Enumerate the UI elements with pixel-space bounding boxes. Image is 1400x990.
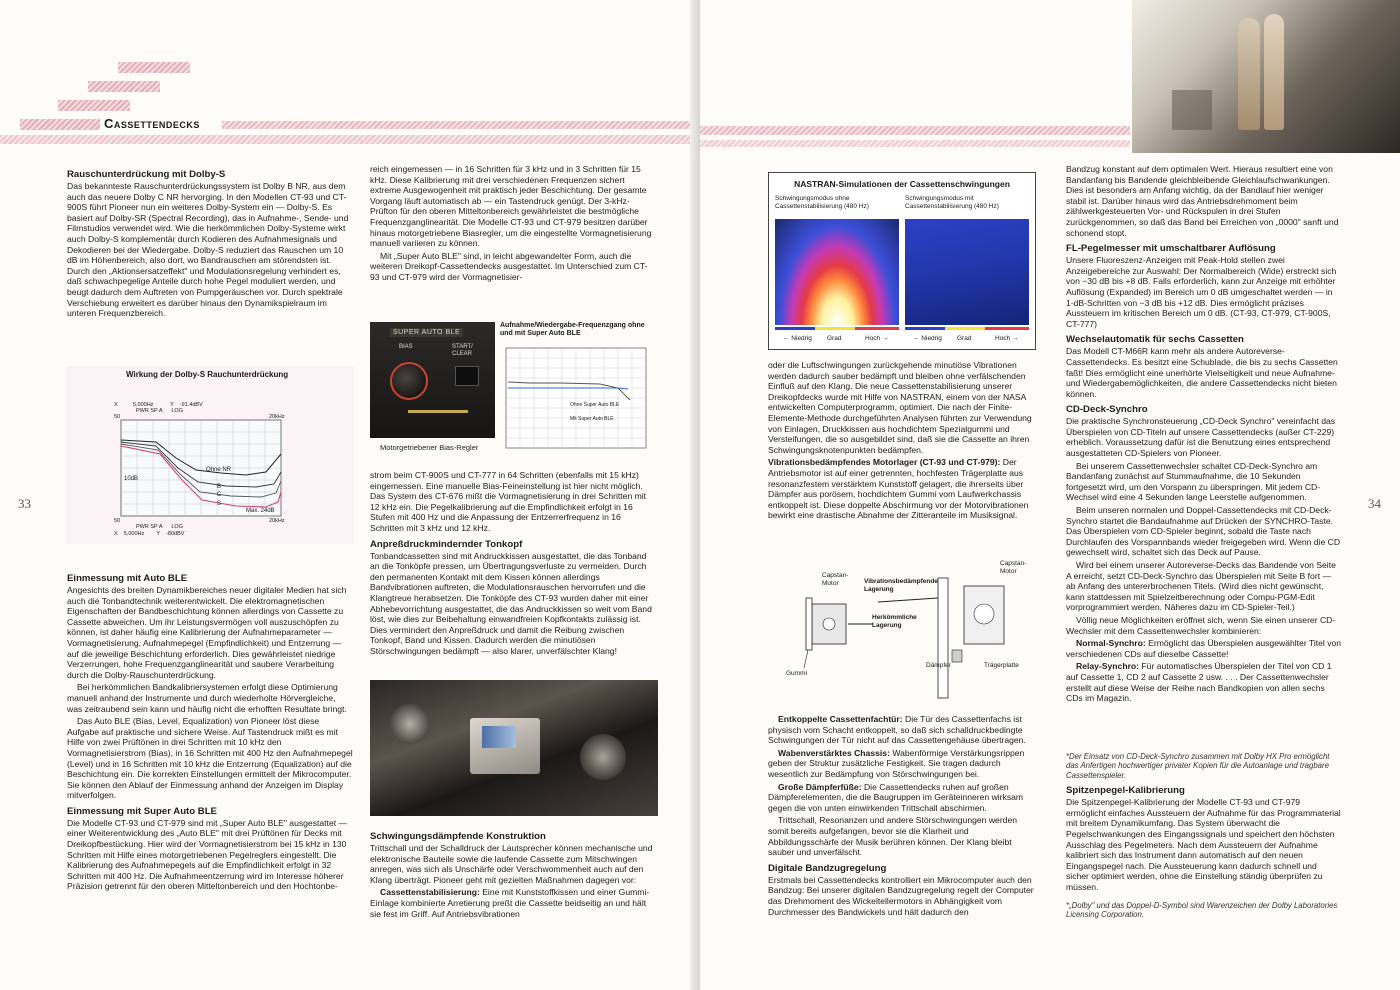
label-traegerplatte: Trägerplatte: [984, 662, 1019, 669]
dolby-label-c: C: [217, 492, 222, 498]
dolby-chart: [66, 366, 354, 544]
traegerplatte: [938, 578, 948, 698]
legend-high-2: [985, 327, 1029, 330]
bold-relay-synchro: Relay-Synchro:: [1076, 661, 1140, 672]
figure-2: [1264, 14, 1284, 130]
right-col1-top: [768, 360, 1038, 558]
text-super-auto-ble: Die Modelle CT-93 und CT-979 sind mit „Super Auto BLE" ausgestattet — einer Weiterentwicklung des „Auto BLE" mit drei Prüftönen für Decks mit Dreikopfbestückung. Hier wird der Vormagnetisierstrom bei 15 kHz in 130 Schritten mit Hilfe eines motorgetriebenen Pegelreglers eingestellt. Die Kalibrierung des Aufnahmepegels auf die Empfindlichkeit erfolgt in 32 Schritten mit 400 Hz. Die Aufnahmeentzerrung wird im Interesse höherer Präzision getrennt für den oberen Mitteltonbereich und den Hochtonbe-: [67, 817, 348, 892]
tape-head-photo: [370, 680, 658, 816]
text-cd-synchro-2: Bei unserem Cassettenwechsler schaltet CD-Deck-Synchro am Bandanfang zunächst auf Stummaufnahme, die 10 Sekunden fortgesetzt wird, um den Vorspann zu überspringen. Mit jedem CD-Wechsel wird eine 4 Sekunden lange Leerstelle aufgenommen.: [1066, 460, 1321, 503]
text-r1-p3: [768, 714, 1038, 746]
super-auto-ble-panel: [370, 322, 495, 438]
text-spitzenpegel: Die Spitzenpegel-Kalibrierung der Modelle CT-93 und CT-979 ermöglicht einfaches Aussteuern der Aufnahme für das Programmaterial mit breitem Dynamikumfang. Das System überwacht die Pegelschwankungen des Eingangssignals und speichert den höchsten Ausschlag des Pegelmeters. Nach dem Aussteuern der Aufnahme kalibriert sich das Instrument dann automatisch auf den neuen Eingangspegel nach. Die Aussteuerung kann dadurch schnell und sicher optimiert werden, ohne die Einstellung ständig überprüfen zu müssen.: [1066, 797, 1341, 892]
nastran-right-image: [905, 219, 1029, 325]
freq-chart-title: Aufnahme/Wiedergabe-Frequenzgang ohne und mit Super Auto BLE: [500, 322, 645, 337]
page-number-right: 34: [1368, 496, 1381, 511]
bold-cassettenfachtuer: Entkoppelte Cassettenfachtür:: [778, 714, 903, 724]
label-capstan-right: Capstan- Motor: [1000, 560, 1027, 575]
text-r1-p1: oder die Luftschwingungen zurückgehende minutiöse Vibrationen werden dadurch sauber bedämpft und bleiben ohne verfälschenden Einfluß auf den Klang. Die neue Cassettenstabilisierung unserer Dreikopfdecks wurde mit Hilfe von NASTRAN, einem von der NASA entwickelten Computerprogramm, optimiert. Die nach der Finite-Elemente-Methode durchgeführten Analysen führten zur Verwendung von Einlagen, Druckkissen aus hochdichtem Spezialgummi und Versteifungen, die so ausgebildet sind, daß sie die Cassette an ihren Schwingungsknotenpunkten bedämpfen.: [768, 360, 1032, 455]
header-hatch-4: [20, 119, 100, 130]
nastran-right-caption: Schwingungsmodus mit Cassettenstabilisierung (480 Hz): [905, 195, 999, 210]
label-herk-lagerung: Herkömmliche Lagerung: [872, 614, 917, 629]
left-col1-top: [67, 164, 353, 358]
text-cd-synchro-5: Völlig neue Möglichkeiten eröffnet sich, wenn Sie einen unserer CD-Wechsler mit dem Cassettenwechsler kombinieren:: [1066, 614, 1336, 636]
figure-1: [1238, 18, 1260, 130]
left-col2-top: [370, 164, 656, 304]
right-col2-bottom: [1066, 752, 1342, 978]
text-daempferfuesse: Die Cassettendecks ruhen auf großen Dämpferelementen, die die Baugruppen im Geräteinneren wirksam gegen die von unten einwirkenden Trittschall abschirmen.: [768, 781, 1024, 813]
text-cassettenfachtuer: Die Tür des Cassettenfachs ist physisch vom Schacht entkoppelt, so daß sich schalldruckbedingte Schwingungen der Tür nicht auf das Cassettengehäuse übertragen.: [768, 714, 1026, 746]
text-col2-p2: Mit „Super Auto BLE" sind, in leicht abgewandelter Form, auch die weiteren Dreikopf-Cassettendecks ausgestattet. Im Unterschied zum CT-93 und CT-979 wird der Vormagnetisier-: [370, 250, 648, 282]
legend-label-grad-2: Grad: [957, 335, 972, 342]
text-r1-p6: Trittschall, Resonanzen und andere Störschwingungen werden somit bereits aufgefangen, bevor sie die Klarheit und Abbildungsschärfe der Musik berühren können. Der Klang bleibt sauber und unverfälscht.: [768, 815, 1018, 858]
freq-label-ohne: Ohne Super Auto BLE: [570, 402, 620, 408]
motor-left-hub: [823, 618, 835, 630]
dolby-top-line1: X 5,000Hz Y -91.4dBV: [114, 402, 203, 408]
label-daempfer: Dämpfer: [926, 662, 951, 669]
left-col1-bottom: [67, 568, 353, 978]
ble-panel-caption: Motorgetriebener Bias-Regler: [380, 443, 479, 452]
motor-right-hub: [974, 604, 994, 624]
motor-mount-diagram: [768, 558, 1038, 708]
people-photo: [1132, 0, 1400, 153]
text-cd-synchro-4: Wird bei einem unserer Autoreverse-Decks das Bandende von Seite A erreicht, setzt CD-Deck-Synchro das Überspielen mit Seite B fort — ab Anfang des untererbrochenen Titels. (Wird dies nicht gewünscht, kann stattdessen mit Spielzeitberechnung oder Compu-PGM-Edit vorprogrammiert werden. Näheres dazu im CD-Spieler-Teil.): [1066, 560, 1336, 613]
dolby-label-10db: 10dB: [124, 476, 139, 482]
freq-label-mit: Mit Super Auto BLE: [570, 416, 614, 422]
label-capstan-left: Capstan- Motor: [822, 572, 849, 587]
dolby-chart-svg: [66, 366, 354, 544]
arrow-vib: [878, 598, 938, 602]
heading-bandzug: Digitale Bandzugregelung: [768, 862, 887, 874]
start-clear-label: START/ CLEAR: [452, 344, 473, 357]
heading-spitzenpegel: Spitzenpegel-Kalibrierung: [1066, 785, 1185, 797]
right-col1-bottom: [768, 714, 1038, 978]
right-col2: [1066, 164, 1342, 752]
text-schwingung-2: [370, 887, 656, 919]
right-header-hatch-2: [700, 140, 1130, 147]
text-cd-synchro-7: [1066, 661, 1342, 703]
section-title: Cassettendecks: [104, 116, 200, 131]
legend-low-2: [905, 327, 945, 330]
dolby-left-bottom: 50: [114, 518, 121, 524]
legend-label-high: Hoch →: [865, 335, 889, 342]
reel-right: [580, 734, 626, 780]
nastran-figure: [768, 172, 1036, 350]
bold-cassettenstab: Cassettenstabilisierung:: [380, 887, 480, 898]
right-header-hatch: [700, 126, 1130, 135]
right-page: [700, 0, 1400, 990]
text-dolby-s: Das bekannteste Rauschunterdrückungssystem ist Dolby B NR, aus dem auch das neuere Dolby C NR hervorging. In den Modellen CT-93 und CT-900S führt Pioneer nun ein weiteres Dolby-System ein — Dolby-S. Es basiert auf Dolby-SR (Spectral Recording), das in Aufnahme-, Sende- und Filmstudios verwendet wird. Wie die herkömmlichen Dolby-Systeme wirkt auch Dolby-S komplementär durch Kodieren des Aufnahmesignals und Dekodieren bei der Wiedergabe. Dolby-S reduziert das Rauschen um 10 dB im Höhenbereich, also dort, wo Bandrauschen am störendsten ist. Durch den „Aktionsersatzeffekt" und Modulationsregelung verhindert es, daß schwachpegelige Anteile durch hohe Pegel moduliert werden, und beugt dadurch dem Auftreten von Pumpgeräuschen vor. Durch spektrale Verschiebung erweitert es darüber hinaus den Dynamikspielraum im unteren Frequenzbereich.: [67, 181, 349, 319]
text-normal-synchro: Ermöglicht das Überspielen ausgewählter Titel von verschiedenen CDs auf dieselbe Cassette!: [1066, 638, 1342, 659]
text-auto-ble-2: Bei herkömmlichen Bandkalibriersystemen erfolgt diese Optimierung manuell anhand der Instrumente und durch wiederholte Hörvergleiche, was zeitraubend sein kann und häufig nicht die erhofften Resultate bringt.: [67, 682, 347, 714]
dolby-label-b: B: [217, 484, 222, 490]
legend-label-low: ← Niedrig: [783, 335, 812, 342]
text-col2-p1: reich eingemessen — in 16 Schritten für 3 kHz und in 3 Schritten für 15 kHz. Diese Kalibrierung mit drei verschiedenen Frequenzen sichert extreme Ausgewogenheit mit praktisch jeder Beschichtung. Der gesamte Vorgang läuft automatisch ab — ein Tastendruck genügt. Der 3-kHz-Prüfton für den oberen Mitteltonbereich gewährleistet die bestmögliche Frequenzganglinearität. Die Modelle CT-93 und CT-979 besitzen darüber hinaus motorgetriebene Biasregler, um die eingestellte Vormagnetisierung manuell variieren zu können.: [370, 164, 652, 249]
bold-daempferfuesse: Große Dämpferfüße:: [778, 781, 862, 792]
stairs-shade: [1172, 90, 1212, 130]
nastran-title: NASTRAN-Simulationen der Cassettenschwingungen: [794, 179, 1010, 189]
nastran-left-image: [775, 219, 899, 325]
text-schwingung-1: Trittschall und der Schalldruck der Lautsprecher können mechanische und elektronische Bauteile sowie die laufende Cassette zum Mitschwingen anregen, was sich als Unschärfe oder Verschwommenheit auch auf den Klang überträgt. Pioneer geht mit gezielten Maßnahmen dagegen vor:: [370, 843, 653, 885]
bold-motorlager: Vibrationsbedämpfendes Motorlager (CT-93 und CT-979):: [768, 457, 1001, 468]
start-clear-button[interactable]: [455, 366, 479, 386]
daempfer-block: [952, 650, 962, 662]
header-hatch-1: [118, 62, 190, 73]
freq-response-chart: [500, 322, 650, 452]
nastran-left-caption: Schwingungsmodus ohne Cassettenstabilisierung (480 Hz): [775, 195, 869, 210]
dolby-label-s: S: [217, 501, 222, 507]
head-blue-part: [482, 726, 516, 748]
header-hatch-3: [58, 100, 130, 111]
dolby-label-max: Max. 24dB: [246, 508, 275, 514]
bias-knob[interactable]: [390, 362, 428, 400]
text-r1-p4: [768, 748, 1038, 780]
legend-mid-2: [945, 327, 985, 330]
heading-schwingung: Schwingungsdämpfende Konstruktion: [370, 831, 546, 842]
dolby-left-top: 50: [114, 414, 121, 420]
legend-label-low-2: ← Niedrig: [913, 335, 942, 342]
text-bandzug: Erstmals bei Cassettendecks kontrolliert ein Mikrocomputer auch den Bandzug: Bei unserer digitalen Bandzugregelung regelt der Computer das Drehmoment des Wickeltellermotors in Abhängigkeit vom Durchmesser des Bandwickels und hält dadurch den: [768, 874, 1034, 917]
gummi-leader: [804, 650, 808, 668]
text-auto-ble-1: Angesichts des breiten Dynamikbereiches neuer digitaler Medien hat sich auch die Tonbandtechnik weiterentwickelt. Die elektromagnetischen Eigenschaften der Bandbeschichtung können allerdings von Cassette zu Cassette abweichen. Um ihr Leistungsvermögen voll auszuschöpfen zu können, ist daher häufig eine Kalibrierung der Aufnahmeparameter — Vormagnetisierung, Aufnahmepegel (Empfindlichkeit) und Entzerrung — auf die jeweilige Beschichtung erforderlich. Dies gewährleistet niedrige Verzerrungen, hohe Frequenzganglinearität und saubere Verarbeitung durch die Dolby-Rauschunterdrückung.: [67, 585, 347, 680]
bias-label: BIAS: [399, 344, 413, 350]
label-gummi: Gummi: [786, 670, 807, 677]
dolby-top-line2: PWR SP A LOG: [136, 408, 183, 414]
header-hatch-band: [222, 121, 700, 129]
text-tonkopf: Tonbandcassetten sind mit Andruckkissen ausgestattet, die das Tonband an die Tonköpfe pressen, um Übertragungsverluste zu vermeiden. Durch den permanenten Kontakt mit dem Kissen können allerdings Bandvibrationen auftreten, die Modulationsrauschen hervorrufen und die Klangtreue herabsetzen. Die Tonköpfe des CT-93 wurden daher mit einer Abhebevorrichtung ausgestattet, die das Andruckkissen so weit vom Band löst, wie dies zur Beibehaltung einwandfreien Kopfkontakts zulässig ist. Dies vermindert den Anpreßdruck und damit die Reibung zwischen Tonkopf, Band und Kissen. Dadurch werden die minutiösen Störschwingungen bedämpft — also klarer, unverfälschter Klang!: [370, 550, 652, 656]
dolby-right-top: 20kHz: [269, 414, 285, 420]
heading-wechselautomatik: Wechselautomatik für sechs Cassetten: [1066, 334, 1244, 346]
legend-label-high-2: Hoch →: [995, 335, 1019, 342]
heading-fl-pegel: FL-Pegelmesser mit umschaltbarer Auflösung: [1066, 243, 1276, 255]
heading-tonkopf: Anpreßdruckmindernder Tonkopf: [370, 538, 523, 550]
dolby-right-bottom: 20kHz: [269, 518, 285, 524]
dolby-bottom-line1: PWR SP A LOG: [136, 524, 183, 530]
text-r1-p2: [768, 457, 1038, 521]
dolby-chart-title: Wirkung der Dolby-S Rauchunterdrückung: [126, 370, 289, 379]
legend-high: [855, 327, 899, 330]
text-cassettenstab: Eine mit Kunststoffkissen und einer Gummi-Einlage kombinierte Arretierung preßt die Cassette beidseitig an und hält sie fest im Griff. Auf Antriebsvibrationen: [370, 887, 650, 919]
text-fl-pegel: Unsere Fluoreszenz-Anzeigen mit Peak-Hold stellen zwei Anzeigebereiche zur Auswahl: Der Normalbereich (Wide) erstreckt sich von −30 dB bis +8 dB. Falls erforderlich, kann zur Anzeige mit erhöhter Auflösung (Expanded) im Bereich um 0 dB umgeschaltet werden — in 1-dB-Schritten von −3 dB bis +12 dB. Dies ermöglicht präzises Aussteuern im kritischen Bereich um 0 dB. (CT-93, CT-979, CT-900S, CT-777): [1066, 255, 1337, 329]
text-r2-p1: Bandzug konstant auf dem optimalen Wert. Hieraus resultiert eine von Bandanfang bis Bandende gleichbleibende Gleichlaufschwankungen. Dies ist besonders am Anfang wichtig, da der Bandlauf hier weniger stabil ist. Darüber hinaus wird das Antriebsdrehmoment beim zählwerkgesteuerten Vor- und Rückspulen in drei Stufen zurückgenommen, so daß das Band bei Erreichen von „0000" sanft und schonend stopt.: [1066, 164, 1339, 238]
freq-chart-svg: [500, 322, 650, 452]
left-col2-mid: [370, 470, 656, 676]
text-motorlager: Der Antriebsmotor ist auf einer getrennten, hochfesten Trägerplatte aus resonanzfestem verstärktem Kunststoff gelagert, die ihrerseits über Dämpfer aus porösem, hochdichtem Gummi vom Laufwerkchassis entkoppelt ist. Diese doppelte Abschirmung vor der Motorvibrationen bewirkt eine drastische Abnahme der Zitteranteile im Musiksignal.: [768, 457, 1029, 521]
left-col2-bottom: [370, 826, 656, 976]
panel-indicator-bar: [408, 410, 468, 413]
legend-label-grad: Grad: [827, 335, 842, 342]
page-number-left: 33: [18, 496, 31, 511]
text-auto-ble-3: Das Auto BLE (Bias, Level, Equalization) von Pioneer löst diese Aufgabe auf praktische und sichere Weise. Auf Tastendruck mißt es mit Hilfe von zwei Prüftönen in drei Schritten mit 10 kHz den Vormagnetisierstrom (Bias), in 16 Schritten mit 400 Hz den Aufnahmepegel (Level) und in 16 Schritten mit 10 kHz die Entzerrung (Equalization) auf die Beschichtung ein. Die korrekten Einstellungen ermittelt der Mikrocomputer. Sie können den Ablauf der Einmessung anhand der Anzeigen im Display mitverfolgen.: [67, 716, 353, 801]
text-relay-synchro: Für automatisches Überspielen der Titel von CD 1 auf Cassette 1, CD 2 auf Cassette 2 usw. . . . Der Cassettenwechsler erstellt auf diese Weise der Reihe nach Bandkopien von allen sechs CDs im Magazin.: [1066, 661, 1332, 704]
header-hatch-band-lower: [0, 135, 700, 144]
heading-auto-ble: Einmessung mit Auto BLE: [67, 573, 188, 584]
heading-cd-deck-synchro: CD-Deck-Synchro: [1066, 404, 1148, 416]
text-cd-synchro-3: Beim unseren normalen und Doppel-Cassettendecks mit CD-Deck-Synchro startet die Bandaufnahme auf Drücken der SYNCHRO-Taste. Das Überspielen vom CD-Spieler beginnt, sobald die Taste nach Durchlaufen des Vorspannbands wieder freigegeben wird. Wenn die CD gewechselt wird, schaltet sich das Deck auf Pause.: [1066, 505, 1341, 558]
dolby-label-ohne-nr: Ohne NR: [206, 467, 232, 473]
text-col2-p3: strom beim CT-900S und CT-777 in 64 Schritten (ebenfalls mit 15 kHz) eingemessen. Eine manuelle Bias-Feineinstellung ist hier nicht möglich. Das System des CT-676 mißt die Vormagnetisierung in drei Schritten mit 12 kHz ein. Die Pegelkalibrierung auf die Empfindlichkeit erfolgt in 16 Stufen mit 400 Hz und die Anpassung der Entzerrerfrequenz in 16 Schritten mit 3 kHz und 12 kHz.: [370, 470, 647, 533]
text-cd-synchro-6: [1066, 638, 1342, 659]
text-r1-p5: [768, 782, 1038, 814]
label-vib-lagerung: Vibrationsbedämpfende Lagerung: [864, 578, 938, 593]
heading-super-auto-ble: Einmessung mit Super Auto BLE: [67, 805, 217, 817]
bold-wabenchassis: Wabenverstärktes Chassis:: [778, 747, 890, 758]
heading-dolby-s: Rauschunterdrückung mit Dolby-S: [67, 169, 226, 180]
legend-low: [775, 327, 815, 330]
text-cd-synchro-1: Die praktische Synchronsteuerung „CD-Deck Synchro" vereinfacht das Überspielen von CD-Titeln auf unsere Cassettendecks (außer CT-229) erheblich. Voraussetzung dafür ist die Benutzung eines entsprechend ausgestatteten CD-Spielers von Pioneer.: [1066, 416, 1336, 459]
dolby-bottom-line2: X 5,000Hz Y -80dBV: [114, 531, 185, 537]
text-wechselautomatik: Das Modell CT-M66R kann mehr als andere Autoreverse-Cassettendecks. Es besitzt eine Schublade, die bis zu sechs Cassetten faßt! Dies ermöglicht eine unerhörte Vielseitigkeit und neue Aufnahme- und Wiedergabemöglichkeiten, die andere Cassettendecks nicht bieten können.: [1066, 346, 1338, 399]
footnote-dolby: *„Dolby" und das Doppel-D-Symbol sind Warenzeichen der Dolby Laboratories Licensing Corporation.: [1066, 900, 1338, 919]
super-auto-ble-button-label: SUPER AUTO BLE: [390, 328, 463, 337]
reel-left: [390, 704, 430, 744]
text-wabenchassis: Wabenförmige Verstärkungsrippen geben der Struktur zusätzliche Festigkeit. Sie tragen dadurch wesentlich zur Bedämpfung von Störschwingungen bei.: [768, 747, 1025, 779]
bold-normal-synchro: Normal-Synchro:: [1076, 638, 1146, 649]
legend-mid: [815, 327, 855, 330]
motor-left-plate: [806, 598, 812, 650]
footnote-hx-pro: *Der Einsatz von CD-Deck-Synchro zusammen mit Dolby HX Pro ermöglicht das Anfertigen hochwertiger privater Kopien für die Autoanlage und tragbare Cassettenspieler.: [1066, 752, 1330, 780]
header-hatch-2: [88, 81, 160, 92]
